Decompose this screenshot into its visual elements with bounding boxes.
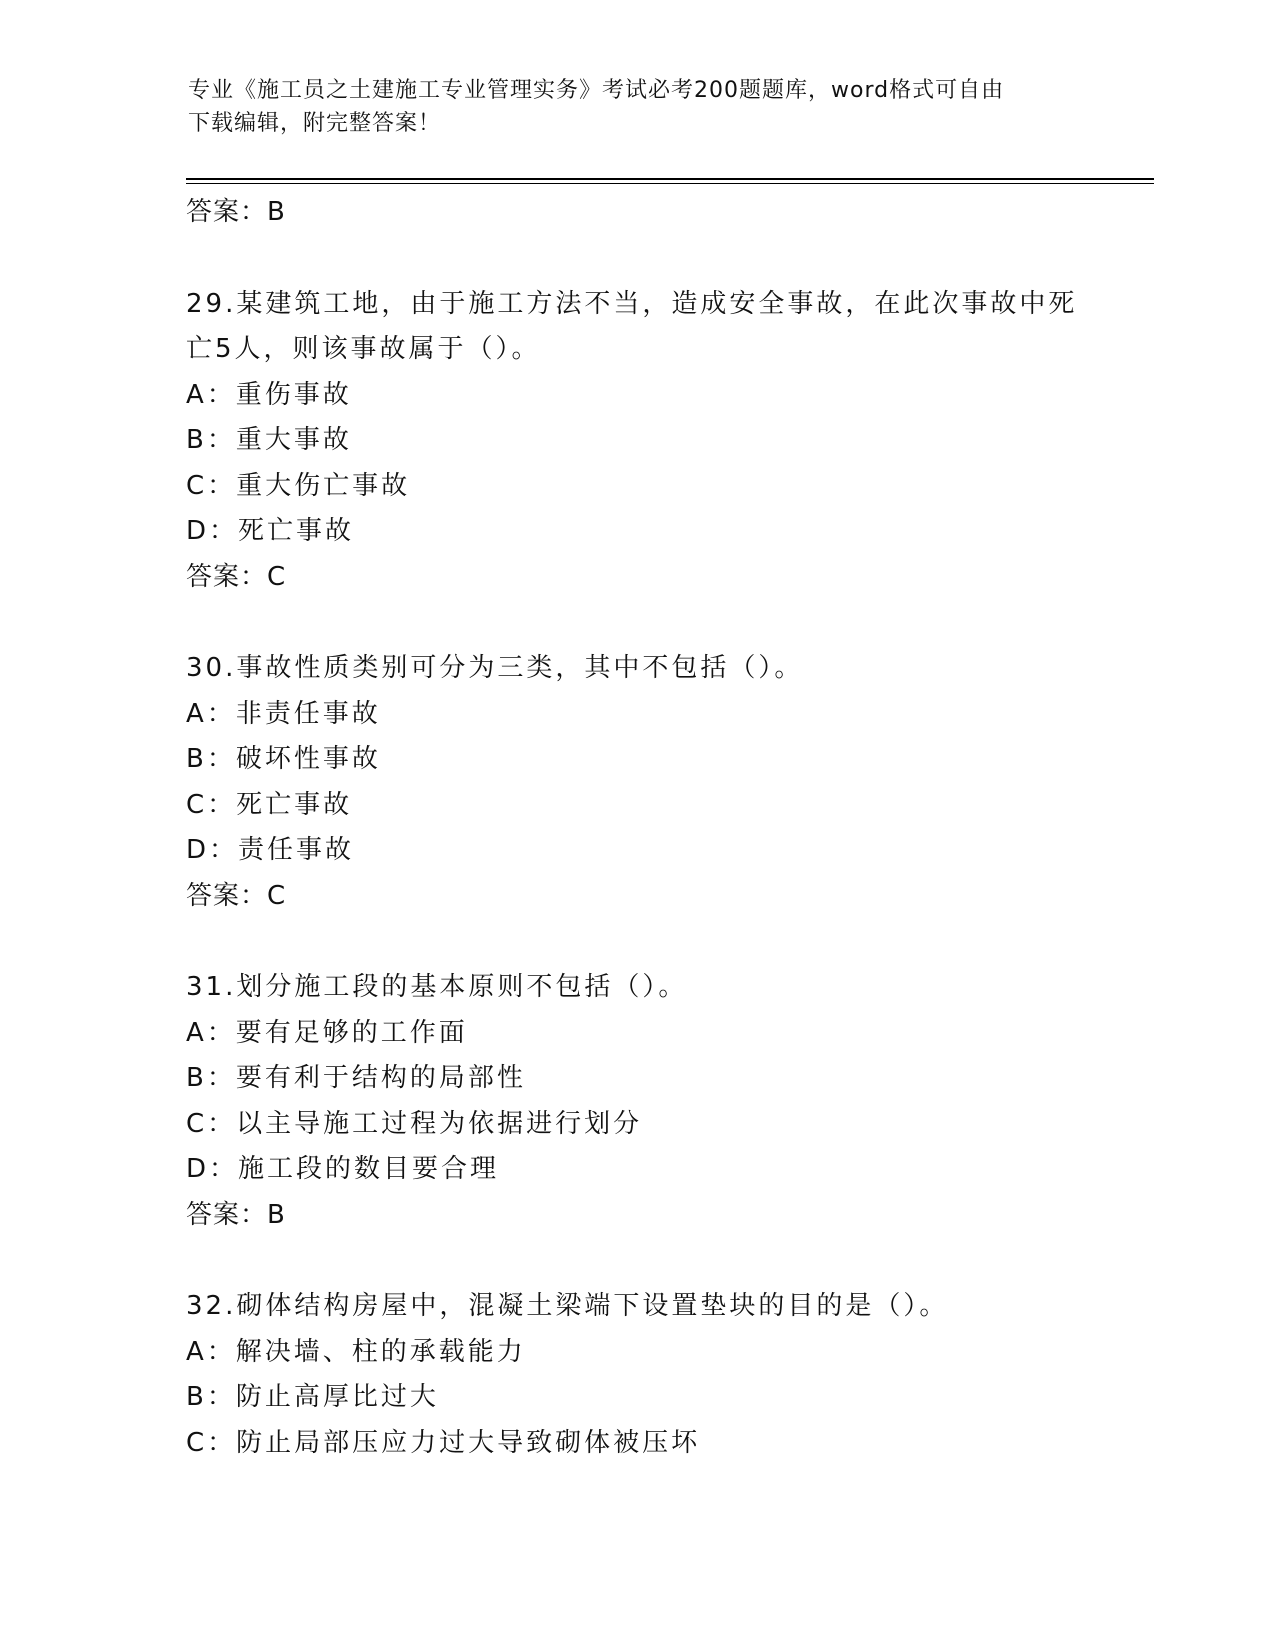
spacer: [186, 1238, 1146, 1284]
option-d: D：死亡事故: [186, 516, 355, 546]
option-d: D：责任事故: [186, 835, 355, 865]
option-a: A：要有足够的工作面: [186, 1017, 468, 1048]
spacer: [186, 236, 1146, 282]
option-b: B：重大事故: [186, 425, 352, 455]
header-line: 专业《施工员之土建施工专业管理实务》考试必考200题题库，word格式可自由: [188, 78, 1005, 103]
spacer: [186, 600, 1146, 646]
option-a: A：重伤事故: [186, 379, 352, 410]
question-stem: 31.划分施工段的基本原则不包括（）。: [186, 972, 688, 1002]
question-31: [186, 965, 1146, 1238]
option-b: B：防止高厚比过大: [186, 1382, 439, 1412]
option-a: A：解决墙、柱的承载能力: [186, 1336, 526, 1367]
header-line: 下载编辑，附完整答案！: [188, 111, 442, 136]
header-divider-thick: [186, 178, 1154, 180]
option-c: C：防止局部压应力过大导致砌体被压坏: [186, 1427, 701, 1458]
question-stem: 29.某建筑工地，由于施工方法不当，造成安全事故，在此次事故中死: [186, 288, 1078, 319]
question-32: [186, 1284, 1146, 1466]
option-a: A：非责任事故: [186, 698, 381, 729]
header-divider-thin: [186, 183, 1154, 184]
option-c: C：以主导施工过程为依据进行划分: [186, 1108, 643, 1139]
option-c: C：重大伤亡事故: [186, 470, 411, 501]
question-30: [186, 646, 1146, 919]
option-d: D：施工段的数目要合理: [186, 1154, 500, 1184]
spacer: [186, 919, 1146, 965]
question-stem: 亡5人，则该事故属于（）。: [186, 334, 541, 364]
document-header: [188, 74, 1088, 140]
question-29: [186, 282, 1146, 601]
answer-line: 答案：B: [186, 197, 286, 227]
answer-line: 答案：B: [186, 1199, 286, 1230]
question-stem: 30.事故性质类别可分为三类，其中不包括（）。: [186, 653, 804, 683]
option-b: B：要有利于结构的局部性: [186, 1063, 526, 1093]
option-b: B：破坏性事故: [186, 744, 381, 774]
question-stem: 32.砌体结构房屋中，混凝土梁端下设置垫块的目的是（）。: [186, 1291, 949, 1321]
option-c: C：死亡事故: [186, 789, 353, 820]
question-list: [186, 190, 1146, 1466]
answer-line: 答案：C: [186, 561, 287, 592]
answer-line: 答案：C: [186, 880, 287, 911]
